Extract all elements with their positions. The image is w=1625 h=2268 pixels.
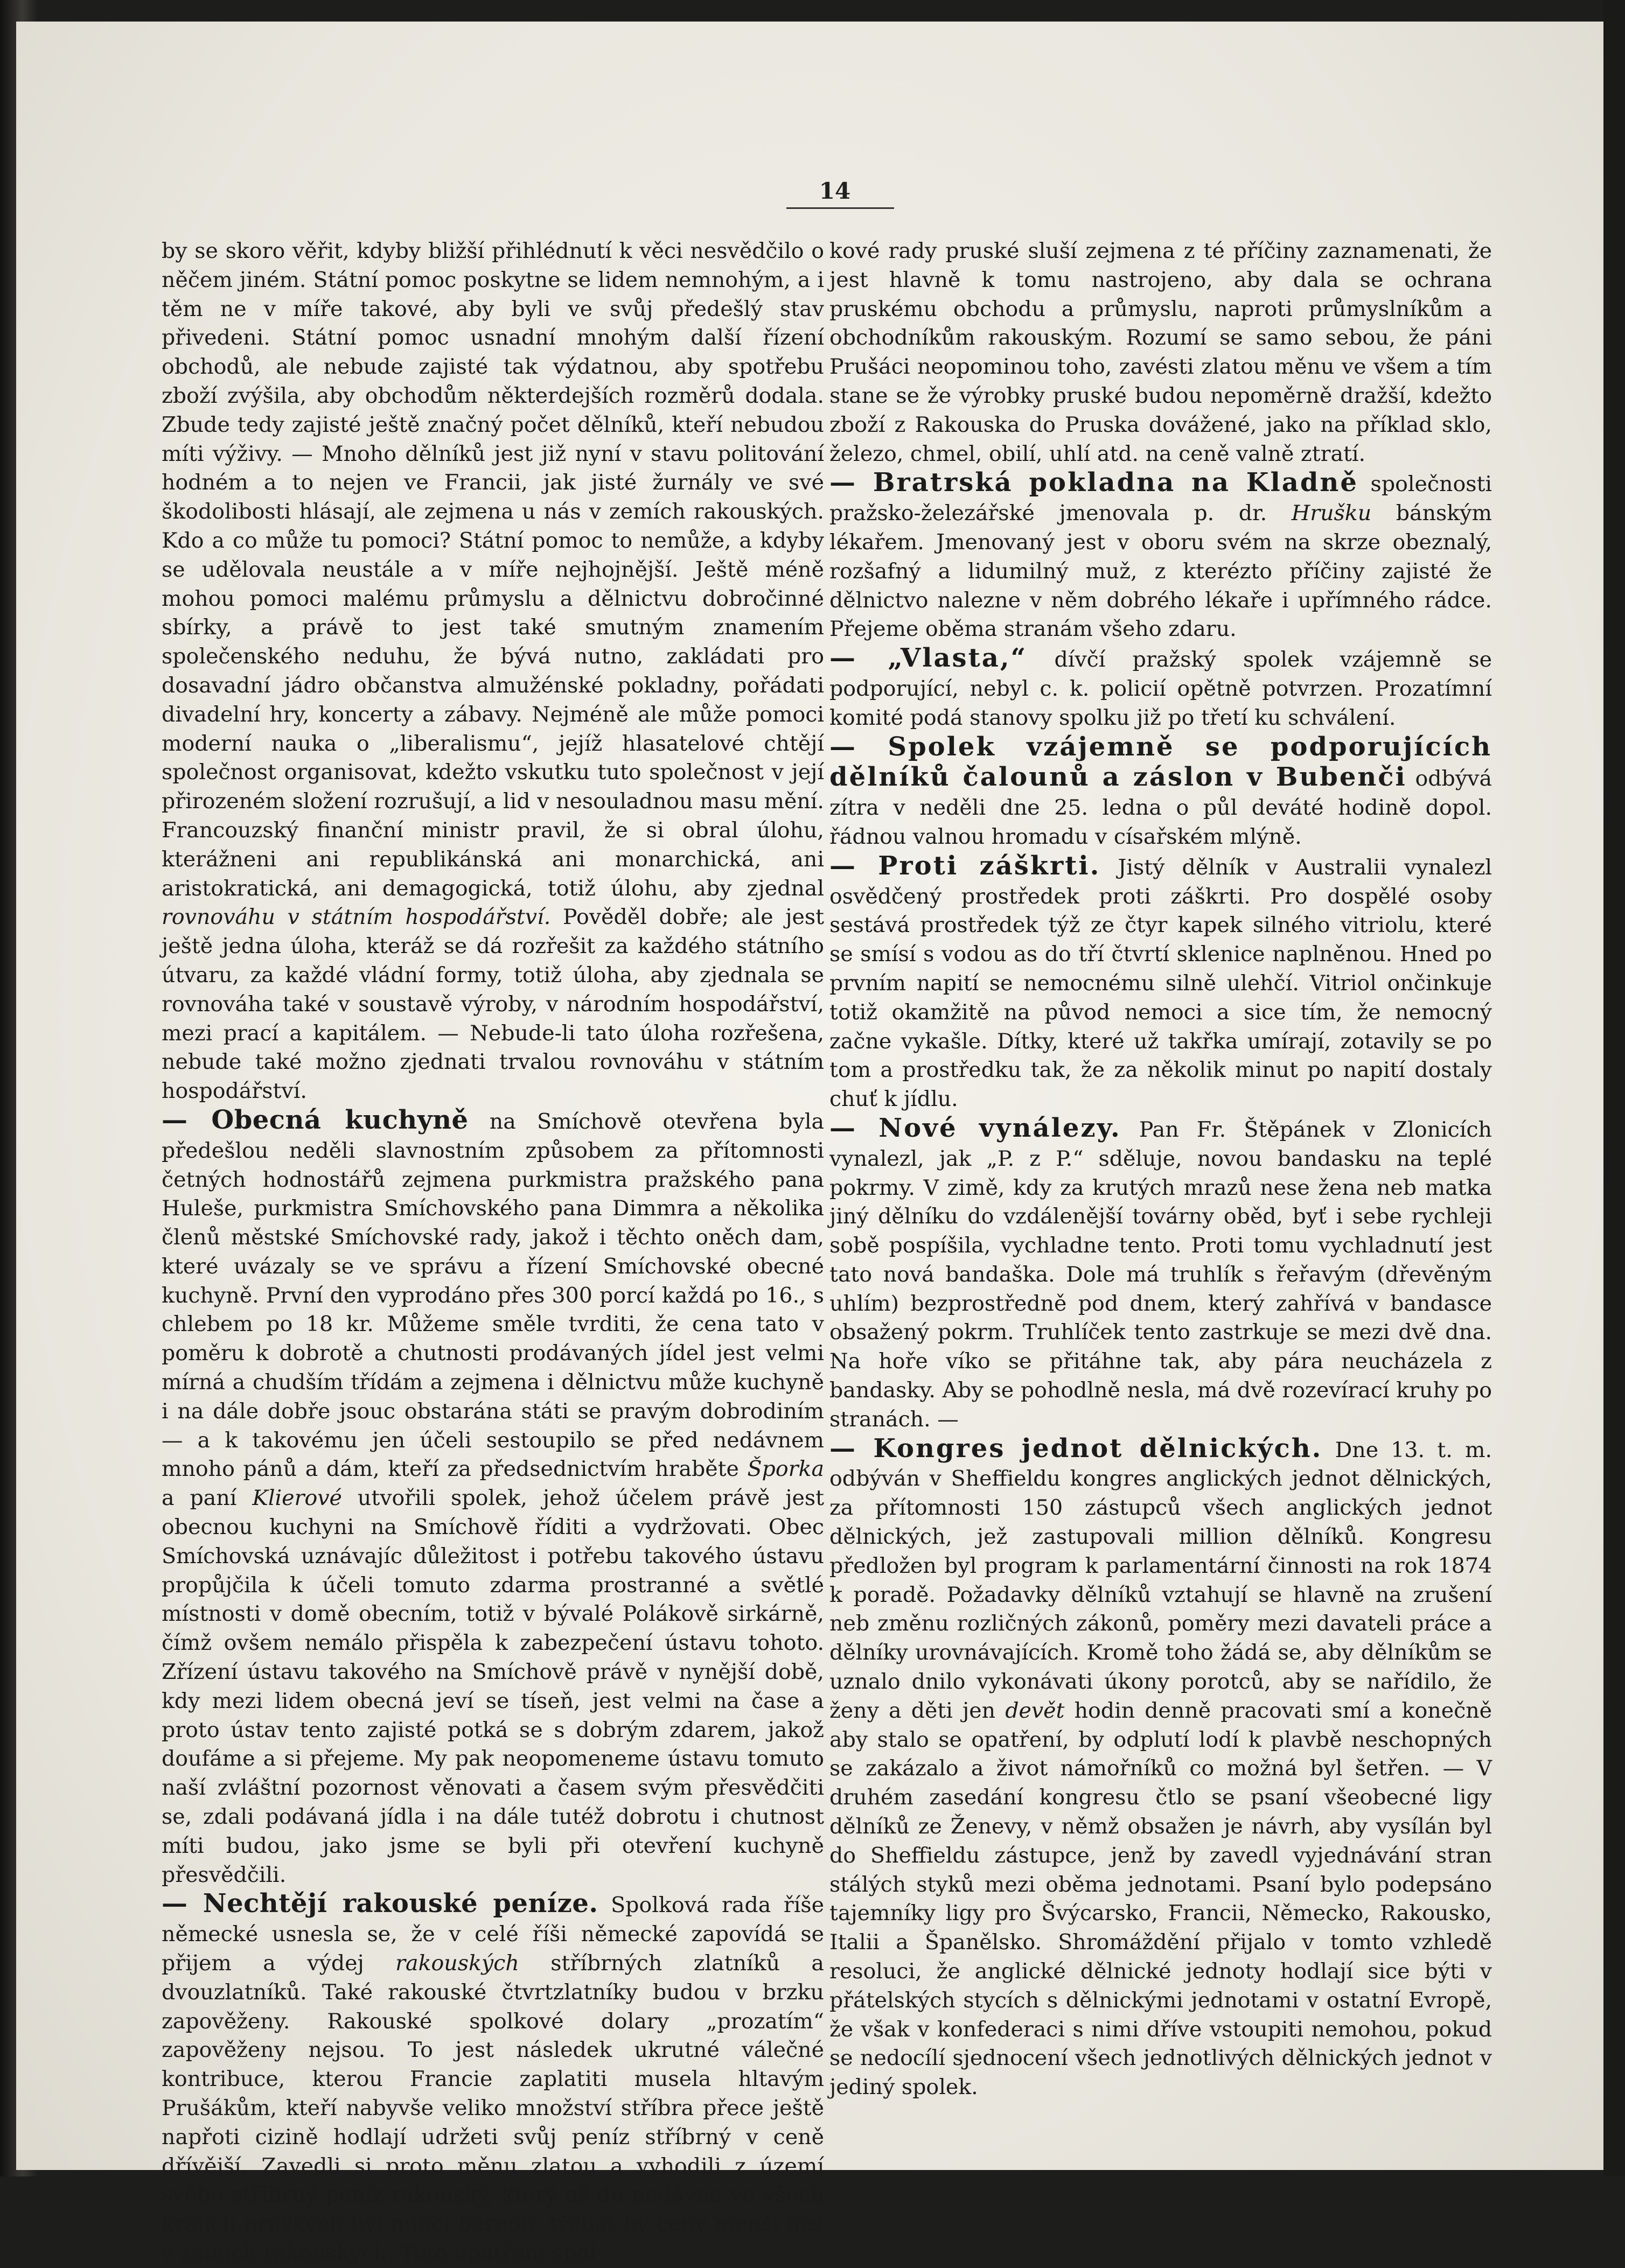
scan-edge-right [1603,0,1625,2176]
article-heading: — „Vlasta,“ [829,643,1028,674]
right-column [829,237,1492,2102]
article-paragraph: by se skoro věřit, kdyby bližší přihlédnutí k věci nesvědčilo o něčem jiném. Státní pomoc poskytne se lidem nemnohým, a i těm ne v míře takové, aby byli ve svůj předešlý stav přivedeni. Státní pomoc usnadní mnohým další řízení obchodů, ale nebude zajisté tak výdatnou, aby spotřebu zboží zvýšila, aby obchodům některdejších rozměrů dodala. Zbude tedy zajisté ještě značný počet dělníků, kteří nebudou míti výživy. — Mnoho dělníků jest již nyní v stavu politování hodném a to nejen ve Francii, jak jisté žurnály ve své škodolibosti hlásají, ale zejmena u nás v zemích rakouských. Kdo a co může tu pomoci? Státní pomoc to nemůže, a kdyby se udělovala neustále a v míře nejhojnější. Ještě méně mohou pomoci malému průmyslu a dělnictvu dobročinné sbírky, a právě to jest také smutným znamením společenského neduhu, že bývá nutno, zakládati pro dosavadní jádro občanstva almužénské pokladny, pořádati divadelní hry, koncerty a zábavy. Nejméně ale může pomoci moderní nauka o „liberalismu“, jejíž hlasatelové chtějí společnost organisovat, kdežto vskutku tuto společnost v její přirozeném složení rozrušují, a lid v nesouladnou masu mění. Francouzský finanční ministr pravil, že si obral úlohu, kterážneni ani republikánská ani monarchická, ani aristokratická, ani demagogická, totiž úlohu, aby zjednal rovnováhu v státním hospodářství. Pověděl dobře; ale jest ještě jedna úloha, kteráž se dá rozřešit za každého státního útvaru, za každé vládní formy, totiž úloha, aby zjednala se rovnováha také v soustavě výroby, v národním hospodářství, mezi prací a kapitálem. — Nebude-li tato úloha rozřešena, nebude také možno zjednati trvalou rovnováhu v státním hospodářství. [162,239,825,1104]
article-obecna-kuchyne: — Obecná kuchyně na Smíchově otevřena byla předešlou neděli slavnostním způsobem za přítomnosti četných hodnostářů zejmena purkmistra pražského pana Huleše, purkmistra Smíchovského pana Dimmra a několika členů městské Smíchovské rady, jakož i těchto oněch dam, které uvázaly se ve správu a řízení Smíchovské obecné kuchyně. První den vyprodáno přes 300 porcí každá po 16., s chlebem po 18 kr. Můžeme směle tvrditi, že cena tato v poměru k dobrotě a chutnosti prodávaných jídel jest velmi mírná a chudším třídám a zejmena i dělnictvu může kuchyně i na dále dobře jsouc obstarána státi se pravým dobrodiním — a k takovému jen účeli sestoupilo se před nedávnem mnoho pánů a dám, kteří za předsednictvím hraběte Šporka a paní Klierové utvořili spolek, jehož účelem právě jest obecnou kuchyni na Smíchově říditi a vydržovati. Obec Smíchovská uznávajíc důležitost i potřebu takového ústavu propůjčila k účeli tomuto zdarma prostranné a světlé místnosti v domě obecním, totiž v bývalé Polákově sirkárně, čímž ovšem nemálo přispěla k zabezpečení ústavu tohoto. Zřízení ústavu takového na Smíchově právě v nynější době, kdy mezi lidem obecná jeví se tíseň, jest velmi na čase a proto ústav tento zajisté potká se s dobrým zdarem, jakož doufáme a si přejeme. My pak neopomeneme ústavu tomuto naší zvláštní pozornost věnovati a časem svým přesvědčiti se, zdali podávaná jídla i na dále tutéž dobrotu i chutnost míti budou, jako jsme se byli při otevření kuchyně přesvědčili. [162,1104,825,1887]
article-heading: — Kongres jednot dělnických. [829,1433,1323,1464]
article-heading: — Proti záškrti. [829,850,1101,881]
article-nove-vynalezy: — Nové vynálezy. Pan Fr. Štěpánek v Zlonicích vynalezl, jak „P. z P.“ sděluje, novou bandasku na teplé pokrmy. V zimě, kdy za krutých mrazů nese žena neb matka jiný dělníku do vzdálenější továrny oběd, byť i sebe rychleji sobě pospíšila, vychladne tento. Proti tomu vychladnutí jest tato nová bandaška. Dole má truhlík s řeřavým (dřevěným uhlím) bezprostředně pod dnem, který zahřívá v bandasce obsažený pokrm. Truhlíček tento zastrkuje se mezi dvě dna. Na hoře víko se přitáhne tak, aby pára neucházela z bandasky. Aby se pohodlně nesla, má dvě rozevírací kruhy po stranách. — [829,1112,1492,1432]
article-heading: — Obecná kuchyně [162,1104,469,1135]
article-continuation: kové rady pruské sluší zejmena z té příčiny zaznamenati, že jest hlavně k tomu nastrojeno, aby dala se ochrana pruskému obchodu a průmyslu, naproti průmyslníkům a obchodníkům rakouským. Rozumí se samo sebou, že páni Prušáci neopominou toho, zavésti zlatou měnu ve všem a tím stane se že výrobky pruské budou nepoměrně dražší, kdežto zboží z Rakouska do Pruska dovážené, jako na příklad sklo, železo, chmel, obilí, uhlí atd. na ceně valně ztratí. [829,239,1492,466]
article-heading: — Nové vynálezy. [829,1112,1121,1143]
page-number: 14 [819,178,851,204]
article-heading: — Nechtějí rakouské peníze. [162,1888,598,1919]
article-nechteji-rakouske-penize: — Nechtějí rakouské peníze. Spolková rada říše německé usnesla se, že v celé říši německé zapovídá se přijem a výdej rakouských stříbrných zlatníků a dvouzlatníků. Také rakouské čtvrtzlatníky budou v brzku zapověženy. Rakouské spolkové dolary „prozatím“ zapověženy nejsou. To jest následek ukrutné válečné kontribuce, kterou Francie zaplatiti musela hltavým Prušákům, kteří nabyvše veliko množství stříbra přece ještě napřoti cizině hodlají udržeti svůj peníz stříbrný v ceně dřívější. Zavedli si proto měnu zlatou a vyhodili z území svého stříbrný peníz rakouský, který až do nedávna ve všech krajích pruských byl mincí bernou, třebať by ceny menší než v zemích rakouských. Toto opatření spol- [162,1888,824,2265]
article-heading: — Bratrská pokladna na Kladně [829,467,1358,498]
article-heading: — Spolek vzájemně se podporujících dělníků čalounů a záslon v Bubenči [829,731,1492,793]
article-vlasta: — „Vlasta,“ dívčí pražský spolek vzájemně se podporující, nebyl c. k. policií opětně potvrzen. Prozatímní komité podá stanovy spolku již po třetí ku schválení. [829,643,1492,730]
article-proti-zaskrti: — Proti záškrti. Jistý dělník v Australii vynalezl osvědčený prostředek proti záškrti. Pro dospělé osoby sestává prostředek týž ze čtyr kapek silného vitriolu, které se smísí s vodou as do tří čtvrtí sklenice naplněnou. Hned po prvním napití se nemocnému silně ulehčí. Vitriol ončinkuje totiž okamžitě na původ nemoci a sice tím, že nemocný začne vykašle. Dítky, které už takřka umírají, zotavily se po tom a prostředku tak, že za několik minut po napití dostaly chuť k jídlu. [829,850,1493,1112]
article-kongres-jednot: — Kongres jednot dělnických. Dne 13. t. m. odbýván v Sheffieldu kongres anglických jednot dělnických, za přítomnosti 150 zástupců všech anglických jednot dělnických, jež zastupovali million dělníků. Kongresu předložen byl program k parlamentární činnosti na rok 1874 k poradě. Požadavky dělníků vztahují se hlavně na zrušení neb změnu rozličných zákonů, poměry mezi davateli práce a dělníky urovnávajících. Kromě toho žádá se, aby dělníkům se uznalo dnilo vykonávati úkony porotců, aby se nařídilo, že ženy a děti jen devět hodin denně pracovati smí a konečně aby stalo se opatření, by odplutí lodí k plavbě neschopných se zakázalo a život námořníků co možná byl šetřen. — V druhém zasedání kongresu čtlo se psaní všeobecné ligy dělníků ze Ženevy, v němž obsažen je návrh, aby vysílán byl do Sheffieldu zástupce, jenž by zavedl vyjednávání stran stálých styků mezi oběma jednotami. Psaní bylo podepsáno tajemníky ligy pro Švýcarsko, Francii, Německo, Rakousko, Italii a Španělsko. Shromáždění přijalo v tomto vzhledě resoluci, že anglické dělnické jednoty hodlají sice býti v přátelských stycích s dělnickými jednotami v ostatní Evropě, že však v konfederaci s nimi dříve vstoupiti nemohou, pokud se nedocílí sjednocení všech jednotlivých dělnických jednot v jediný spolek. [829,1433,1493,2100]
header-rule [786,207,894,209]
left-column [162,237,824,2268]
article-bratrska-pokladna: — Bratrská pokladna na Kladně společnosti pražsko-železářské jmenovala p. dr. Hrušku bánským lékařem. Jmenovaný jest v oboru svém na skrze obeznalý, rozšafný a lidumilný muž, z kterézto příčiny zajisté že dělnictvo nalezne v něm dobrého lékaře i upřímného rádce. Přejeme oběma stranám všeho zdaru. [829,467,1493,642]
article-spolek-calounu: — Spolek vzájemně se podporujících dělníků čalounů a záslon v Bubenči odbývá zítra v neděli dne 25. ledna o půl deváté hodině dopol. řádnou valnou hromadu v císařském mlýně. [829,731,1493,849]
